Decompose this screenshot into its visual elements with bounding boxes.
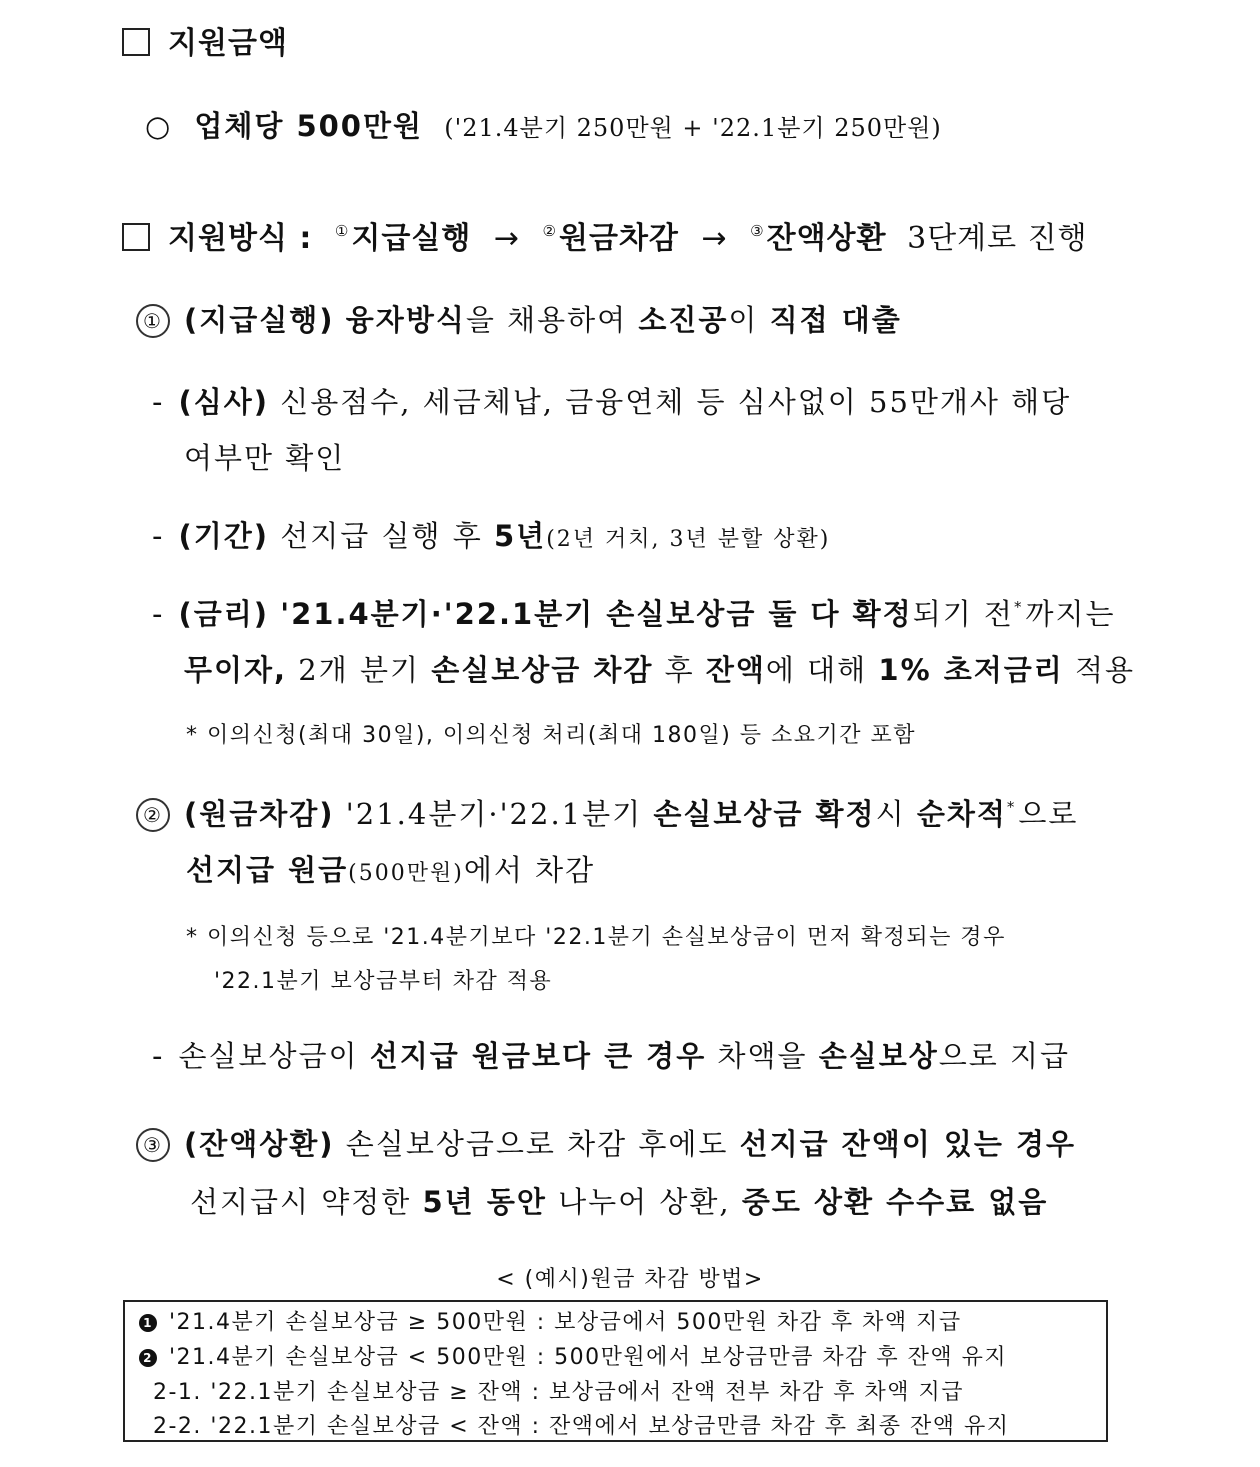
amount-line <box>145 104 942 145</box>
amount-detail: ('21.4분기 250만원 + '22.1분기 250만원) <box>444 114 942 142</box>
step-tail: 3단계로 진행 <box>907 221 1088 256</box>
example-row-2 <box>139 1340 1007 1371</box>
excess-b2: 손실보상 <box>818 1039 939 1073</box>
rate-b5: 1% 초저금리 <box>878 653 1064 687</box>
step3-label: 잔액상환 <box>766 221 887 256</box>
item3-t3: 나누어 상환, <box>558 1185 731 1219</box>
rate-b3: 손실보상금 차감 <box>431 653 654 687</box>
excess-b1: 선지급 원금보다 큰 경우 <box>369 1039 707 1073</box>
example-row-text: '21.4분기 손실보상금 ≥ 500만원 : 보상금에서 500만원 차감 후 차액 지급 <box>169 1310 962 1335</box>
example-caption: < (예시)원금 차감 방법> <box>496 1267 764 1292</box>
example-row-4: 2-2. '22.1분기 손실보상금 < 잔액 : 잔액에서 보상금만큼 차감 후 최종 잔액 유지 <box>153 1414 1010 1439</box>
circle-bullet-icon: ○ <box>145 109 173 143</box>
checkbox-square-icon <box>122 223 150 251</box>
item1-label: (지급실행) <box>184 303 335 337</box>
item2-b3: 선지급 원금 <box>186 853 349 887</box>
item2-line-2 <box>186 848 595 889</box>
period-text: 선지급 실행 후 <box>280 519 483 553</box>
item2-t2: 시 <box>875 797 906 831</box>
step2-number: ② <box>542 222 557 240</box>
rate-label: (금리) <box>178 597 270 631</box>
item3-t2: 선지급시 약정한 <box>190 1185 412 1219</box>
excess-line <box>152 1034 1070 1075</box>
period-label: (기간) <box>178 519 270 553</box>
rate-t3: 2개 분기 <box>298 653 420 687</box>
rate-b2: 무이자, <box>184 653 288 687</box>
step2-label: 원금차감 <box>558 221 679 256</box>
review-text-1: 신용점수, 세금체납, 금융연체 등 심사없이 55만개사 해당 <box>280 385 1072 419</box>
rate-line-1 <box>152 592 1116 633</box>
item3-line-1 <box>136 1122 1076 1163</box>
amount-main: 업체당 500만원 <box>194 109 424 143</box>
item2-line-1 <box>136 792 1078 833</box>
excess-t1: 손실보상금이 <box>178 1039 359 1073</box>
circled-number-2-icon: ② <box>136 798 170 832</box>
arrow-right-icon: → <box>493 221 520 256</box>
rate-t4: 후 <box>664 653 695 687</box>
item1-b3: 직접 대출 <box>769 303 902 337</box>
example-row-1 <box>139 1305 962 1336</box>
dash-bullet: - <box>152 1039 165 1073</box>
item2-note-2: '22.1분기 보상금부터 차감 적용 <box>214 969 553 994</box>
item3-b2: 5년 동안 <box>422 1185 547 1219</box>
item3-b3: 중도 상환 수수료 없음 <box>741 1185 1049 1219</box>
circled-number-1-icon: ① <box>136 304 170 338</box>
section-support-amount <box>122 18 288 62</box>
item2-b2: 순차적 <box>916 797 1007 831</box>
rate-note: * 이의신청(최대 30일), 이의신청 처리(최대 180일) 등 소요기간 포함 <box>186 723 917 748</box>
rate-b1: '21.4분기·'22.1분기 손실보상금 둘 다 확정 <box>280 597 913 631</box>
section-title: 지원방식 : <box>168 221 313 256</box>
section-support-method <box>122 213 1088 257</box>
item1-t2: 이 <box>728 303 759 337</box>
item3-t1: 손실보상금으로 차감 후에도 <box>345 1127 729 1161</box>
item1-b1: 융자방식 <box>345 303 466 337</box>
period-bold: 5년 <box>493 519 547 553</box>
review-text-2: 여부만 확인 <box>184 441 346 475</box>
checkbox-square-icon <box>122 28 150 56</box>
item1-b2: 소진공 <box>638 303 729 337</box>
item2-star: * <box>1006 798 1017 816</box>
item3-line-2 <box>190 1180 1048 1221</box>
item3-b1: 선지급 잔액이 있는 경우 <box>739 1127 1077 1161</box>
rate-line-2 <box>184 648 1135 689</box>
section-title: 지원금액 <box>168 26 288 61</box>
step1-label: 지급실행 <box>351 221 472 256</box>
rate-t1: 되기 전 <box>912 597 1014 631</box>
item2-t1: '21.4분기·'22.1분기 <box>345 797 643 831</box>
example-box <box>123 1300 1108 1442</box>
rate-b4: 잔액 <box>705 653 766 687</box>
excess-t3: 으로 지급 <box>938 1039 1071 1073</box>
circled-number-3-icon: ③ <box>136 1128 170 1162</box>
review-line-1 <box>152 380 1071 421</box>
step1-number: ① <box>334 222 350 240</box>
dash-bullet: - <box>152 519 165 553</box>
filled-number-2-icon: 2 <box>139 1349 157 1367</box>
step3-number: ③ <box>750 222 765 240</box>
filled-number-1-icon: 1 <box>139 1314 157 1332</box>
item2-note-1: * 이의신청 등으로 '21.4분기보다 '22.1분기 손실보상금이 먼저 확정되는 경우 <box>186 925 1006 950</box>
period-small: (2년 거치, 3년 분할 상환) <box>546 527 831 552</box>
item1-line <box>136 298 902 339</box>
rate-t2: 까지는 <box>1025 597 1116 631</box>
example-row-3: 2-1. '22.1분기 손실보상금 ≥ 잔액 : 보상금에서 잔액 전부 차감 후 차액 지급 <box>153 1380 965 1405</box>
rate-star: * <box>1013 598 1024 616</box>
rate-t5: 에 대해 <box>765 653 868 687</box>
item2-t3: 으로 <box>1018 797 1079 831</box>
item1-t1: 을 채용하여 <box>465 303 628 337</box>
dash-bullet: - <box>152 385 165 419</box>
excess-t2: 차액을 <box>717 1039 808 1073</box>
item2-label: (원금차감) <box>184 797 335 831</box>
period-line <box>152 514 830 555</box>
arrow-right-icon: → <box>701 221 728 256</box>
rate-t6: 적용 <box>1075 653 1136 687</box>
item3-label: (잔액상환) <box>184 1127 335 1161</box>
example-row-text: '21.4분기 손실보상금 < 500만원 : 500만원에서 보상금만큼 차감 후 잔액 유지 <box>169 1345 1008 1370</box>
review-label: (심사) <box>178 385 270 419</box>
item2-t4: 에서 차감 <box>463 853 596 887</box>
item2-b1: 손실보상금 확정 <box>653 797 876 831</box>
dash-bullet: - <box>152 597 165 631</box>
item2-small: (500만원) <box>348 861 464 886</box>
